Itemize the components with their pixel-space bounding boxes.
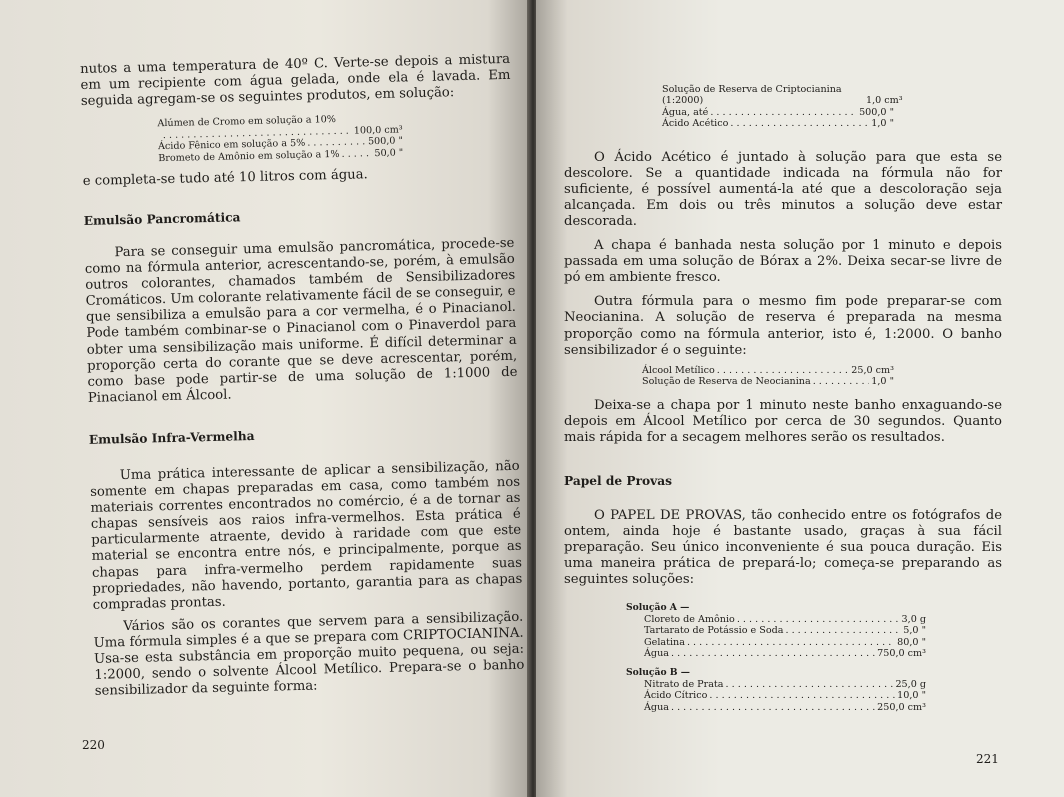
ingredient-name: Solução de Reserva de Criptocianina (1:2000) — [662, 84, 842, 107]
right-page — [536, 0, 1064, 797]
ingredient-name: Ácido Cítrico — [644, 690, 708, 702]
solution-b — [626, 667, 926, 713]
paragraph: O Ácido Acético é juntado à solução para que esta se descolore. Se a quantidade indicada na fórmula não for suficiente, é possível aumentá-la até que a descoloração seja alcançada. Em dois ou três minutos a solução deve estar descorada. — [564, 149, 1002, 229]
ingredient-name: Solução de Reserva de Neocianina — [642, 376, 811, 388]
page-number: 221 — [976, 752, 999, 766]
ingredient-quantity: 25,0 cm³ — [851, 364, 894, 376]
ingredient-quantity: 10,0 " — [897, 690, 926, 702]
recipe-row — [662, 107, 894, 118]
ingredient-name: Tartarato de Potássio e Soda — [644, 625, 784, 637]
section-heading: Emulsão Pancromática — [83, 210, 241, 228]
ingredient-name: Água — [644, 647, 669, 659]
recipe-row — [642, 365, 894, 376]
ingredient-name: Alúmen de Cromo em solução a 10% — [157, 114, 337, 130]
ingredient-quantity: 50,0 " — [374, 146, 404, 159]
left-page — [0, 0, 530, 797]
recipe-list — [662, 84, 903, 130]
recipe-list — [642, 365, 894, 388]
paragraph: Uma prática interessante de aplicar a sensibilização, não somente em chapas preparadas em casa, como também nos materiais correntes encontrados no comércio, é a de tornar as chapas sensíveis aos raios infra-vermelhos. Esta prática é particularmente atraente, devido à raridade com que este material se encontra entre nós, e principalmente, porque as chapas para infra-vermelho perdem rapidamente suas propriedades, não havendo, portanto, garantia para as chapas compradas prontas. — [89, 458, 523, 613]
recipe-list — [157, 113, 403, 164]
ingredient-quantity: 80,0 " — [897, 636, 926, 648]
ingredient-name: Álcool Metílico — [642, 364, 715, 376]
ingredient-name: Ácido Fênico em solução a 5% — [157, 137, 306, 153]
right-page-text — [564, 84, 1002, 713]
ingredient-quantity: 1,0 " — [871, 118, 894, 130]
ingredient-quantity: 500,0 " — [859, 106, 894, 118]
paragraph: O PAPEL DE PROVAS, tão conhecido entre os fotógrafos de ontem, ainda hoje é bastante usado, graças à sua fácil preparação. Seu único inconveniente é sua pouca duração. Eis uma maneira prática de prepará-lo; começa-se preparando as seguintes soluções: — [564, 507, 1002, 588]
ingredient-quantity: 500,0 " — [367, 135, 404, 148]
ingredient-name: Brometo de Amônio em solução a 1% — [158, 148, 340, 164]
solution-a — [626, 602, 926, 659]
ingredient-name: Gelatina — [644, 636, 685, 648]
paragraph: A chapa é banhada nesta solução por 1 minuto e depois passada em uma solução de Bórax a 2%. Deixa secar-se livre de pó em ambiente fresco. — [564, 238, 1002, 286]
paragraph: Outra fórmula para o mesmo fim pode preparar-se com Neocianina. A solução de reserva é preparada na mesma proporção como na fórmula anterior, isto é, 1:2000. O banho sensibilizador é o seguinte: — [564, 294, 1002, 358]
ingredient-quantity: 250,0 cm³ — [877, 701, 926, 713]
page-number: 220 — [82, 738, 105, 752]
recipe-row — [644, 679, 926, 690]
section-heading: Papel de Provas — [564, 473, 672, 488]
ingredient-name: Água, até — [662, 106, 709, 118]
ingredient-name: Cloreto de Amônio — [644, 613, 735, 625]
ingredient-quantity: 1,0 cm³ — [866, 95, 903, 107]
ingredient-quantity: 1,0 " — [871, 376, 894, 388]
paragraph: nutos a uma temperatura de 40º C. Verte-se depois a mistura em um recipiente com água gelada, onde ela é lavada. Em seguida agregam-se os seguintes produtos, em solução: — [80, 51, 511, 110]
recipe-row — [644, 614, 926, 625]
solution-label: Solução B — — [626, 667, 690, 679]
ingredient-quantity: 5,0 " — [903, 625, 926, 637]
ingredient-name: Água — [644, 701, 669, 713]
recipe-row — [662, 118, 894, 129]
section-heading: Emulsão Infra-Vermelha — [88, 428, 255, 447]
paragraph: Para se conseguir uma emulsão pancromática, procede-se como na fórmula anterior, acrescentando-se, porém, à emulsão outros colorantes, chamados também de Sensibilizadores Cromáticos. Um colorante relativamente fácil de se conseguir, e que sensibiliza a emulsão para a cor vermelha, é o Pinacianol. Pode também combinar-se o Pinacianol com o Pinaverdol para obter uma sensibilização mais uniforme. É difícil determinar a proporção certa do corante que se deve acrescentar, porém, como base pode partir-se de uma solução de 1:1000 de Pinacianol em Álcool. — [84, 235, 518, 406]
recipe-row — [644, 702, 926, 713]
recipe-row — [644, 648, 926, 659]
recipe-row — [644, 625, 926, 636]
ingredient-name: Nitrato de Prata — [644, 678, 724, 690]
ingredient-quantity: 25,0 g — [895, 678, 926, 690]
recipe-row — [644, 690, 926, 701]
paragraph: Deixa-se a chapa por 1 minuto neste banho enxaguando-se depois em Álcool Metílico por cerca de 30 segundos. Quanto mais rápida for a secagem melhores serão os resultados. — [564, 397, 1002, 445]
left-page-text — [80, 52, 525, 700]
recipe-row — [662, 84, 903, 107]
ingredient-quantity: 3,0 g — [901, 613, 926, 625]
ingredient-quantity: 100,0 cm³ — [353, 124, 403, 137]
solution-label: Solução A — — [626, 602, 690, 614]
ingredient-quantity: 750,0 cm³ — [877, 647, 926, 659]
ingredient-name: Ácido Acético — [662, 118, 729, 130]
paragraph: e completa-se tudo até 10 litros com água. — [82, 167, 368, 189]
recipe-row — [644, 637, 926, 648]
recipe-row — [642, 376, 894, 387]
paragraph: Vários são os corantes que servem para a sensibilização. Uma fórmula simples é a que se prepara com CRIPTOCIANINA. Usa-se esta substância em proporção muito pequena, ou seja: 1:2000, sendo o solvente Álcool Metílico. Prepara-se o banho sensibilizador da seguinte forma: — [93, 609, 525, 699]
